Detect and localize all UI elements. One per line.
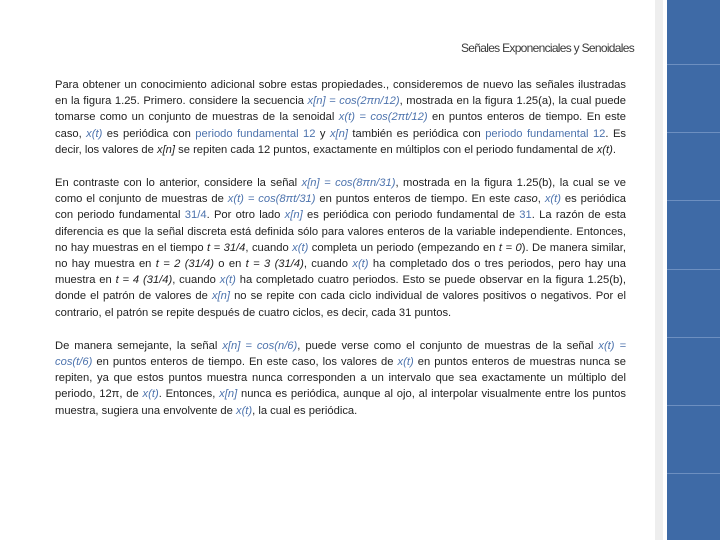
paragraph-non-periodic (55, 338, 626, 419)
formula: x[n] = cos(2πn/12) (307, 95, 400, 108)
side-divider (667, 132, 720, 133)
side-accent-panel (667, 0, 720, 540)
formula: x(t) (544, 193, 561, 206)
text-run: también es periódica con (348, 127, 486, 140)
text-run: . La razón de esta diferencia es que la señal discreta está definida sólo para valores enteros de la variable independiente. Entonces, no hay muestras en el tiempo (55, 209, 626, 254)
text-run: , cuando (303, 258, 353, 271)
text-run: en puntos enteros de tiempo. En este (315, 193, 515, 206)
text-run: , (537, 193, 545, 206)
slide-body (55, 77, 626, 436)
text-run: . Entonces, (158, 388, 220, 401)
text-run: completa un periodo (empezando en (308, 241, 499, 254)
paragraph-periodic-12 (55, 77, 626, 158)
formula: x[n] = cos(8πn/31) (301, 177, 396, 190)
formula: x(t) = cos(8πt/31) (227, 193, 316, 206)
paragraph-periodic-31 (55, 175, 626, 321)
formula: x(t) (219, 274, 236, 287)
text-run: se repiten cada 12 puntos, exactamente en múltiplos con el periodo fundamental de (175, 143, 597, 156)
highlight-term: periodo fundamental 12 (195, 127, 316, 140)
formula-plain: t = 0 (498, 241, 522, 254)
formula: x(t) (292, 241, 309, 254)
formula: x(t) (142, 388, 159, 401)
text-run: es periódica con periodo fundamental de (302, 209, 520, 222)
text-run: o en (213, 258, 246, 271)
text-run: no se repite con cada ciclo individual de valores positivos o negativos. Por el contrario, el patrón se repite después de cuatro ciclos, es decir, cada 31 puntos. (55, 290, 626, 319)
text-run: en puntos enteros de tiempo. En este caso, (55, 111, 627, 140)
formula-plain: x(t) (596, 143, 613, 156)
slide-title: Señales Exponenciales y Senoidales (461, 41, 634, 55)
text-run: ha completado dos o tres periodos, pero hay una muestra en (55, 258, 626, 287)
side-strip-decoration (655, 0, 663, 540)
text-run: , cuando (172, 274, 220, 287)
highlight-term: periodo fundamental 12 (485, 127, 606, 140)
formula: x(t) = cos(2πt/12) (338, 111, 428, 124)
formula: x[n] (284, 209, 303, 222)
formula: x(t) (86, 127, 103, 140)
side-divider (667, 64, 720, 65)
text-run: en puntos enteros de muestras nunca se repiten, ya que estos puntos muestra nunca corresponden a un intervalo que sea exactamente un múltiplo del periodo, 12π, de (55, 356, 626, 401)
formula: x(t) (352, 258, 369, 271)
text-run: es periódica con (102, 127, 196, 140)
text-run: nunca es periódica, aunque al ojo, al interpolar visualmente entre los puntos muestra, sugiera una envolvente de (55, 388, 626, 417)
text-run: , mostrada en la figura 1.25(a), la cual puede tomarse como un conjunto de muestras de la senoidal (55, 95, 626, 124)
text-run: . Por otro lado (206, 209, 285, 222)
text-run: . (612, 143, 616, 156)
text-run-italic: caso (514, 193, 538, 206)
formula: x[n] (211, 290, 230, 303)
side-divider (667, 473, 720, 474)
text-run: En contraste con lo anterior, considere la señal (55, 177, 302, 190)
text-run: en puntos enteros de tiempo. En este caso, los valores de (92, 356, 398, 369)
highlight-term: 31 (519, 209, 532, 222)
formula-plain: t = 2 (31/4) (155, 258, 214, 271)
formula-plain: t = 31/4 (207, 241, 246, 254)
text-run: Para obtener un conocimiento adicional sobre estas propiedades., consideremos de nuevo las señales ilustradas en la figura 1.25. Primero. considere la secuencia (55, 79, 626, 108)
formula: x[n] = cos(n/6) (222, 339, 298, 352)
highlight-term: 31/4 (184, 209, 207, 222)
formula: x(t) (235, 404, 253, 417)
text-run: . Es decir, los valores de (55, 127, 626, 156)
formula: x[n] (219, 388, 238, 401)
formula-plain: t = 3 (31/4) (245, 258, 304, 271)
formula-plain: t = 4 (31/4) (115, 274, 173, 287)
text-run: ha completado cuatro periodos. Esto se puede observar en la figura 1.25(b), donde el patrón de valores de (55, 274, 626, 303)
text-run: , puede verse como el conjunto de muestras de la señal (297, 339, 599, 352)
formula: x(t) = cos(t/6) (55, 339, 627, 369)
text-run: es periódica con periodo fundamental (55, 193, 627, 222)
text-run: , cuando (245, 241, 293, 254)
formula: x[n] (329, 127, 348, 140)
text-run: , mostrada en la figura 1.25(b), la cual se ve como el conjunto de muestras de (55, 177, 626, 206)
formula-plain: x[n] (156, 143, 176, 156)
formula: x(t) (397, 356, 414, 369)
side-divider (667, 269, 720, 270)
side-divider (667, 337, 720, 338)
side-divider (667, 200, 720, 201)
text-run: y (315, 127, 330, 140)
side-divider (667, 405, 720, 406)
text-run: ). De manera similar, no hay muestra en (55, 241, 626, 271)
text-run: De manera semejante, la señal (55, 339, 223, 352)
text-run: , la cual es periódica. (252, 404, 358, 417)
